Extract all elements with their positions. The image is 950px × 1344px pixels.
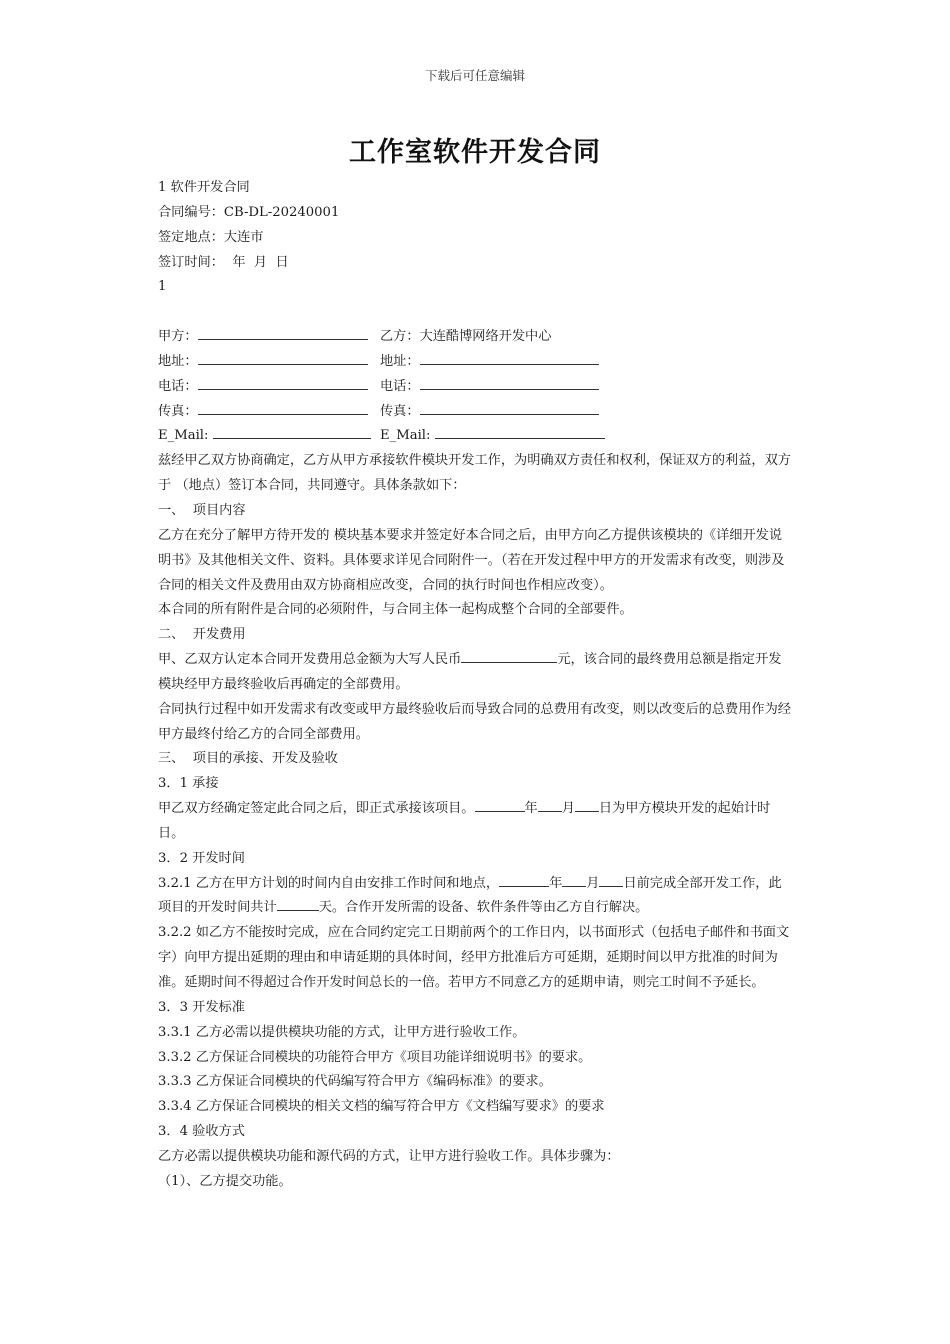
fax-a-blank: [198, 400, 368, 415]
phone-a-blank: [198, 375, 368, 390]
phone-label: 电话：: [380, 378, 420, 394]
clause-3-3-1: 3.3.1 乙方必需以提供模块功能的方式，让甲方进行验收工作。: [158, 1024, 526, 1040]
days-blank: [277, 896, 319, 911]
day-blank: [575, 797, 599, 812]
phone-label: 电话：: [158, 378, 198, 394]
party-row-fax: [158, 400, 794, 425]
signing-place: 签定地点：大连市: [158, 229, 264, 245]
clause-3-2-1: 3.2.1 乙方在甲方计划的时间内自由安排工作时间和地点， 年 月 日前完成全部开发工作，此项目的开发时间共计 天。合作开发所需的设备、软件条件等由乙方自行解决。: [158, 872, 794, 922]
party-a-blank: [198, 325, 368, 340]
address-b-blank: [420, 350, 599, 365]
section-3-3-title: 3．3 开发标准: [158, 999, 245, 1015]
month-blank: [538, 797, 562, 812]
meta-line: 1 软件开发合同: [158, 180, 250, 195]
clause-3-3-3: 3.3.3 乙方保证合同模块的代码编写符合甲方《编码标准》的要求。: [158, 1074, 552, 1090]
party-b-label: 乙方：: [380, 329, 420, 345]
clause-3-3-4: 3.3.4 乙方保证合同模块的相关文档的编写符合甲方《文档编写要求》的要求: [158, 1099, 605, 1115]
email-a-blank: [213, 424, 371, 439]
section-3-4-paragraph: 乙方必需以提供模块功能和源代码的方式，让甲方进行验收工作。具体步骤为：: [158, 1148, 620, 1164]
phone-b-blank: [420, 375, 599, 390]
document-title: 工作室软件开发合同: [349, 137, 601, 168]
fax-label: 传真：: [158, 403, 198, 419]
intro-paragraph: 兹经甲乙双方协商确定，乙方从甲方承接软件模块开发工作，为明确双方责任和权利，保证双方的利益，双方于 （地点）签订本合同，共同遵守。具体条款如下：: [158, 453, 791, 494]
section-2-paragraph: 甲、乙双方认定本合同开发费用总金额为大写人民币 元，该合同的最终费用总额是指定开发模块经甲方最终验收后再确定的全部费用。: [158, 648, 794, 698]
party-row-name: [158, 325, 794, 350]
email-label: E_Mail:: [158, 428, 209, 444]
email-label: E_Mail:: [380, 428, 431, 444]
section-2-paragraph: 合同执行过程中如开发需求有改变或甲方最终验收后而导致合同的总费用有改变，则以改变后的总费用作为经甲方最终付给乙方的合同全部费用。: [158, 701, 791, 742]
party-row-email: [158, 424, 794, 449]
signing-time: 签订时间： 年 月 日: [158, 254, 289, 270]
fax-label: 传真：: [380, 403, 420, 419]
address-label: 地址：: [158, 353, 198, 369]
clause-3-3-2: 3.3.2 乙方保证合同模块的功能符合甲方《项目功能详细说明书》的要求。: [158, 1049, 592, 1065]
party-b-value: 大连酷博网络开发中心: [419, 329, 552, 345]
section-3-2-title: 3．2 开发时间: [158, 850, 245, 866]
document-body: [158, 176, 794, 1195]
section-1-paragraph: 本合同的所有附件是合同的必须附件，与合同主体一起构成整个合同的全部要件。: [158, 602, 633, 618]
section-3-1-title: 3．1 承接: [158, 776, 219, 792]
header-note: 下载后可任意编辑: [424, 68, 525, 83]
email-b-blank: [435, 424, 605, 439]
amount-blank: [461, 648, 557, 663]
clause-3-2-2: 3.2.2 如乙方不能按时完成，应在合同约定完工日期前两个的工作日内，以书面形式（包括电子邮件和书面文字）向甲方提出延期的理由和申请延期的具体时间，经甲方批准后方可延期，延期时间以甲方批准的时间为准。延期时间不得超过合作开发时间总长的一倍。若甲方不同意乙方的延期申请，则完工时间不予延长。: [158, 925, 790, 990]
address-a-blank: [198, 350, 368, 365]
day-blank: [599, 872, 623, 887]
section-3-title: 三、 项目的承接、开发及验收: [158, 751, 338, 767]
section-3-4-title: 3．4 验收方式: [158, 1124, 245, 1140]
year-blank: [499, 872, 549, 887]
month-blank: [562, 872, 586, 887]
fax-b-blank: [420, 400, 599, 415]
page-marker: 1: [158, 279, 167, 295]
year-blank: [475, 797, 525, 812]
party-row-phone: [158, 375, 794, 400]
section-1-paragraph: 乙方在充分了解甲方待开发的 模块基本要求并签定好本合同之后，由甲方向乙方提供该模块的《详细开发说明书》及其他相关文件、资料。具体要求详见合同附件一。（若在开发过程中甲方的开发需求有改变，则涉及合同的相关文件及费用由双方协商相应改变，合同的执行时间也作相应改变）。: [158, 527, 785, 593]
section-1-title: 一、 项目内容: [158, 502, 246, 518]
step-1: （1）、乙方提交功能。: [158, 1173, 292, 1189]
address-label: 地址：: [380, 353, 420, 369]
section-3-1-paragraph: 甲乙双方经确定签定此合同之后，即正式承接该项目。 年 月 日为甲方模块开发的起始计时日。: [158, 797, 794, 847]
contract-number: 合同编号：CB-DL-20240001: [158, 204, 340, 220]
party-row-address: [158, 350, 794, 375]
section-2-title: 二、 开发费用: [158, 627, 246, 643]
party-a-label: 甲方：: [158, 329, 198, 345]
